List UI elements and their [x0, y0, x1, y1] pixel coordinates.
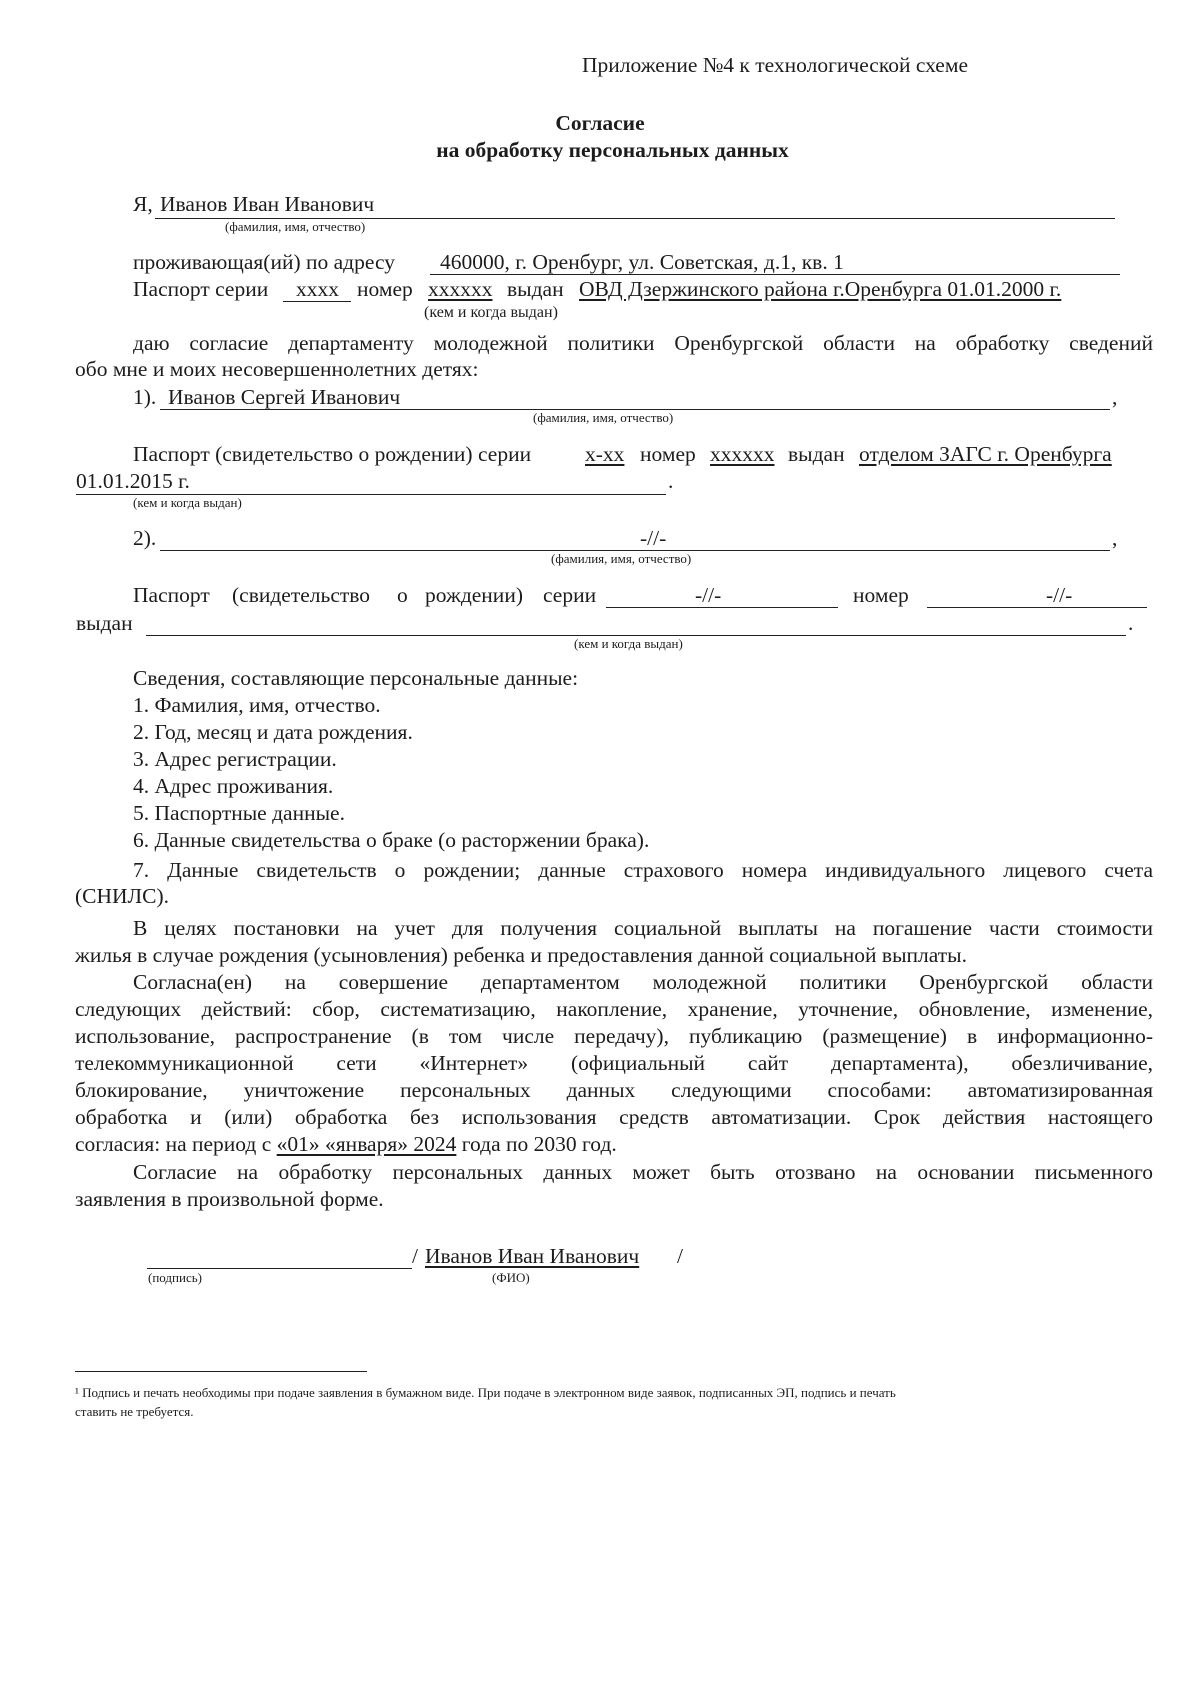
actions-period-prefix: согласия: на период с [75, 1132, 272, 1156]
actions-line5: блокирование, уничтожение персональных данных следующими способами: автоматизированная [75, 1078, 1153, 1102]
personal-data-heading: Сведения, составляющие персональные данные: [133, 666, 579, 690]
child2-doc-series: серии [543, 583, 597, 607]
passport-issued-by: ОВД Дзержинского района г.Оренбурга 01.01.2000 г. [579, 277, 1062, 301]
child2-number-label: номер [853, 583, 909, 607]
child2-index: 2). [133, 526, 157, 550]
child2-period: . [1128, 611, 1134, 635]
actions-line2: следующих действий: сбор, систематизацию, накопление, хранение, уточнение, обновление, изменение, [75, 997, 1153, 1021]
actions-line6: обработка и (или) обработка без использования средств автоматизации. Срок действия настоящего [75, 1105, 1153, 1129]
child2-number: -//- [1046, 583, 1073, 607]
child1-name: Иванов Сергей Иванович [168, 385, 401, 409]
passport-series-label: Паспорт серии [133, 277, 269, 301]
child2-comma: , [1112, 526, 1118, 550]
child1-number-label: номер [640, 442, 696, 466]
signature-caption: (подпись) [148, 1270, 202, 1285]
child2-name-caption: (фамилия, имя, отчество) [551, 551, 692, 566]
list-item: 3. Адрес регистрации. [133, 747, 337, 771]
actions-period-suffix: года по 2030 год. [461, 1132, 617, 1156]
fio-caption: (ФИО) [492, 1270, 530, 1285]
footnote-line1: ¹ Подпись и печать необходимы при подаче заявления в бумажном виде. При подаче в электронном виде заявок, подписанных ЭП, подпись и печать [75, 1385, 896, 1400]
applicant-address: 460000, г. Оренбург, ул. Советская, д.1, кв. 1 [440, 250, 844, 274]
passport-issued-label: выдан [507, 277, 564, 301]
child2-doc-birth: рождении) [425, 583, 523, 607]
purpose-line1: В целях постановки на учет для получения социальной выплаты на погашение части стоимости [133, 916, 1153, 940]
signature-slash-close: / [677, 1244, 683, 1268]
list-item: 6. Данные свидетельства о браке (о расторжении брака). [133, 828, 650, 852]
signature-line [147, 1268, 412, 1269]
list-item: 4. Адрес проживания. [133, 774, 334, 798]
actions-line3: использование, распространение (в том числе передачу), публикацию (размещение) в информационно- [75, 1024, 1153, 1048]
footnote-line2: ставить не требуется. [75, 1404, 194, 1419]
consent-intro-line2: обо мне и моих несовершеннолетних детях: [75, 357, 479, 381]
child2-issued-label: выдан [76, 611, 133, 635]
child1-comma: , [1112, 385, 1118, 409]
list-item: 5. Паспортные данные. [133, 801, 345, 825]
signature-name: Иванов Иван Иванович [425, 1244, 640, 1268]
passport-issued-caption: (кем и когда выдан) [424, 304, 558, 321]
passport-number-label: номер [357, 277, 413, 301]
child1-number: хххххх [710, 442, 775, 466]
consent-start-date: «01» «января» 2024 [276, 1132, 457, 1156]
child1-index: 1). [133, 385, 157, 409]
child1-doc-label: Паспорт (свидетельство о рождении) серии [133, 442, 532, 466]
revocation-line1: Согласие на обработку персональных данных может быть отозвано на основании письменного [133, 1160, 1153, 1184]
document-subtitle: на обработку персональных данных [436, 138, 789, 162]
passport-series: хххх [296, 277, 339, 301]
document-title: Согласие [555, 111, 645, 135]
appendix-note: Приложение №4 к технологической схеме [582, 53, 968, 77]
child1-issued-by: отделом ЗАГС г. Оренбурга [859, 442, 1112, 466]
child1-period: . [668, 469, 674, 493]
revocation-line2: заявления в произвольной форме. [75, 1187, 384, 1211]
list-item-continuation: (СНИЛС). [75, 884, 170, 908]
signature-slash-open: / [412, 1244, 418, 1268]
actions-line4: телекоммуникационной сети «Интернет» (официальный сайт департамента), обезличивание, [75, 1051, 1153, 1075]
applicant-prefix: Я, [133, 192, 153, 216]
applicant-name: Иванов Иван Иванович [160, 192, 375, 216]
child1-issued-caption: (кем и когда выдан) [133, 495, 242, 510]
child2-series: -//- [695, 583, 722, 607]
child2-issued-caption: (кем и когда выдан) [574, 636, 683, 651]
child2-series-line [606, 607, 838, 608]
child2-doc-passport: Паспорт [133, 583, 210, 607]
purpose-line2: жилья в случае рождения (усыновления) ребенка и предоставления данной социальной выплаты. [75, 943, 967, 967]
child1-issued-date: 01.01.2015 г. [76, 469, 190, 493]
child2-doc-certificate: (свидетельство [232, 583, 371, 607]
applicant-name-caption: (фамилия, имя, отчество) [225, 219, 366, 234]
child2-doc-of: о [397, 583, 408, 607]
actions-line7 [75, 1131, 617, 1157]
child1-series: х-хх [585, 442, 625, 466]
list-item: 1. Фамилия, имя, отчество. [133, 693, 381, 717]
child2-number-line [927, 607, 1147, 608]
list-item: 2. Год, месяц и дата рождения. [133, 720, 413, 744]
consent-intro-line1: даю согласие департаменту молодежной политики Оренбургской области на обработку сведений [133, 331, 1153, 355]
child1-issued-label: выдан [788, 442, 845, 466]
passport-number: хххххх [428, 277, 493, 301]
address-label: проживающая(ий) по адресу [133, 250, 395, 274]
actions-line1: Согласна(ен) на совершение департаментом молодежной политики Оренбургской области [133, 970, 1153, 994]
child2-name: -//- [640, 526, 667, 550]
footnote-separator [75, 1371, 367, 1372]
child1-name-caption: (фамилия, имя, отчество) [533, 410, 674, 425]
list-item: 7. Данные свидетельств о рождении; данные страхового номера индивидуального лицевого счета [133, 858, 1153, 882]
